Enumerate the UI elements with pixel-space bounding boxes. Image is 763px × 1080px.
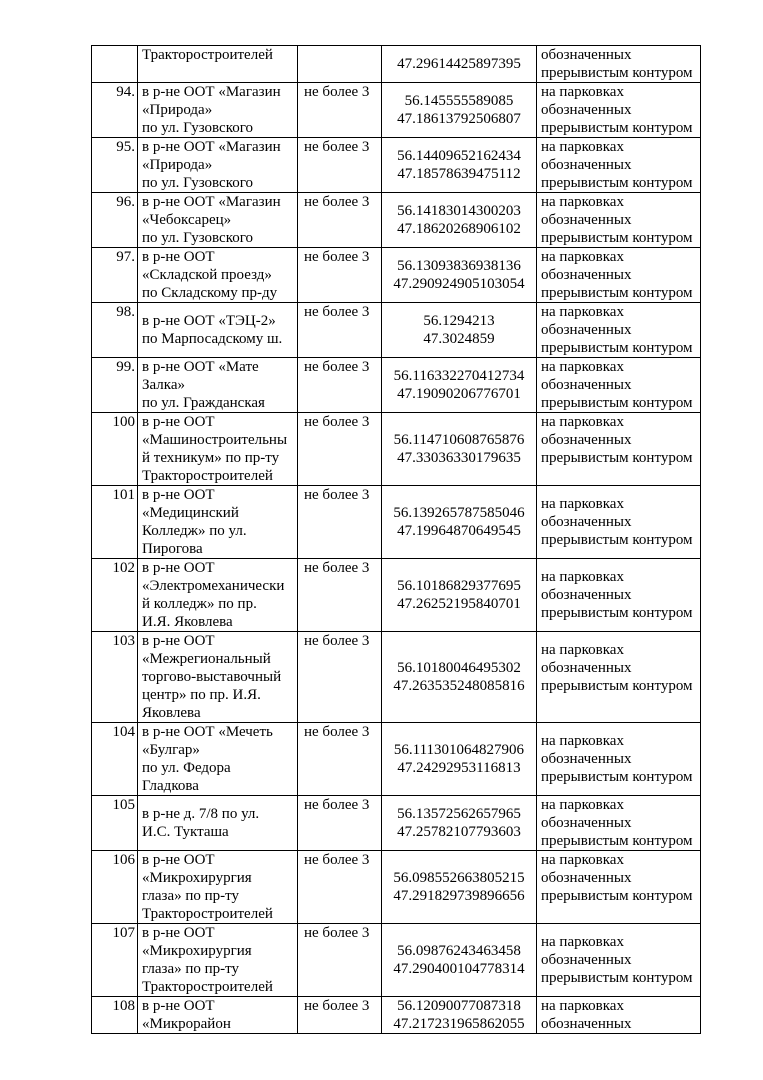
location-cell: в р-не д. 7/8 по ул. И.С. Тукташа (138, 796, 298, 851)
note-cell: на парковках обозначенных прерывистым контуром (537, 559, 701, 632)
note-cell: на парковках обозначенных прерывистым контуром (537, 851, 701, 924)
row-number: 101 (92, 486, 138, 559)
coordinates-cell: 56.14409652162434 47.18578639475112 (382, 138, 537, 193)
row-number: 108 (92, 997, 138, 1034)
limit-cell: не более 3 (298, 303, 382, 358)
coordinates-cell: 56.12090077087318 47.217231965862055 (382, 997, 537, 1034)
location-cell: в р-не ООТ «Мечеть «Булгар» по ул. Федора Гладкова (138, 723, 298, 796)
limit-cell: не более 3 (298, 559, 382, 632)
coordinates-cell: 56.116332270412734 47.19090206776701 (382, 358, 537, 413)
table-row (92, 924, 701, 997)
table-row (92, 632, 701, 723)
location-cell: в р-не ООТ «Машиностроительны й техникум» по пр-ту Тракторостроителей (138, 413, 298, 486)
table-row (92, 46, 701, 83)
row-number: 95. (92, 138, 138, 193)
coordinates-cell: 56.09876243463458 47.290400104778314 (382, 924, 537, 997)
note-cell: на парковках обозначенных прерывистым контуром (537, 138, 701, 193)
table-row (92, 138, 701, 193)
coordinates-cell: 56.098552663805215 47.291829739896656 (382, 851, 537, 924)
location-cell: Тракторостроителей (138, 46, 298, 83)
limit-cell: не более 3 (298, 632, 382, 723)
table-body (92, 46, 701, 1034)
limit-cell: не более 3 (298, 796, 382, 851)
coordinates-cell: 56.145555589085 47.18613792506807 (382, 83, 537, 138)
table-row (92, 723, 701, 796)
table-row (92, 248, 701, 303)
limit-cell: не более 3 (298, 193, 382, 248)
limit-cell: не более 3 (298, 83, 382, 138)
table-row (92, 796, 701, 851)
note-cell: обозначенных прерывистым контуром (537, 46, 701, 83)
row-number: 104 (92, 723, 138, 796)
location-cell: в р-не ООТ «Мате Залка» по ул. Гражданская (138, 358, 298, 413)
row-number: 106 (92, 851, 138, 924)
row-number: 103 (92, 632, 138, 723)
note-cell: на парковках обозначенных (537, 997, 701, 1034)
limit-cell: не более 3 (298, 358, 382, 413)
row-number: 105 (92, 796, 138, 851)
coordinates-cell: 56.111301064827906 47.24292953116813 (382, 723, 537, 796)
coordinates-cell: 47.29614425897395 (382, 46, 537, 83)
limit-cell: не более 3 (298, 851, 382, 924)
location-cell: в р-не ООТ «ТЭЦ-2» по Марпосадскому ш. (138, 303, 298, 358)
note-cell: на парковках обозначенных прерывистым контуром (537, 723, 701, 796)
row-number: 98. (92, 303, 138, 358)
row-number: 99. (92, 358, 138, 413)
coordinates-cell: 56.14183014300203 47.18620268906102 (382, 193, 537, 248)
row-number: 107 (92, 924, 138, 997)
limit-cell: не более 3 (298, 413, 382, 486)
row-number: 100 (92, 413, 138, 486)
coordinates-cell: 56.139265787585046 47.19964870649545 (382, 486, 537, 559)
table-row (92, 997, 701, 1034)
table-row (92, 358, 701, 413)
parking-locations-table (91, 45, 701, 1034)
note-cell: на парковках обозначенных прерывистым контуром (537, 358, 701, 413)
location-cell: в р-не ООТ «Электромеханически й колледж» по пр. И.Я. Яковлева (138, 559, 298, 632)
coordinates-cell: 56.13572562657965 47.25782107793603 (382, 796, 537, 851)
limit-cell (298, 46, 382, 83)
row-number: 97. (92, 248, 138, 303)
limit-cell: не более 3 (298, 997, 382, 1034)
table-row (92, 303, 701, 358)
row-number: 102 (92, 559, 138, 632)
note-cell: на парковках обозначенных прерывистым контуром (537, 924, 701, 997)
limit-cell: не более 3 (298, 486, 382, 559)
limit-cell: не более 3 (298, 924, 382, 997)
coordinates-cell: 56.10180046495302 47.263535248085816 (382, 632, 537, 723)
row-number: 96. (92, 193, 138, 248)
location-cell: в р-не ООТ «Магазин «Чебоксарец» по ул. Гузовского (138, 193, 298, 248)
row-number: 94. (92, 83, 138, 138)
location-cell: в р-не ООТ «Микрохирургия глаза» по пр-ту Тракторостроителей (138, 851, 298, 924)
table-row (92, 486, 701, 559)
location-cell: в р-не ООТ «Микрохирургия глаза» по пр-ту Тракторостроителей (138, 924, 298, 997)
coordinates-cell: 56.1294213 47.3024859 (382, 303, 537, 358)
table-row (92, 83, 701, 138)
note-cell: на парковках обозначенных прерывистым контуром (537, 193, 701, 248)
table-row (92, 413, 701, 486)
limit-cell: не более 3 (298, 138, 382, 193)
row-number (92, 46, 138, 83)
location-cell: в р-не ООТ «Магазин «Природа» по ул. Гузовского (138, 138, 298, 193)
note-cell: на парковках обозначенных прерывистым контуром (537, 303, 701, 358)
note-cell: на парковках обозначенных прерывистым контуром (537, 486, 701, 559)
location-cell: в р-не ООТ «Медицинский Колледж» по ул. Пирогова (138, 486, 298, 559)
note-cell: на парковках обозначенных прерывистым контуром (537, 413, 701, 486)
table-row (92, 559, 701, 632)
location-cell: в р-не ООТ «Магазин «Природа» по ул. Гузовского (138, 83, 298, 138)
coordinates-cell: 56.10186829377695 47.26252195840701 (382, 559, 537, 632)
table-row (92, 851, 701, 924)
coordinates-cell: 56.114710608765876 47.33036330179635 (382, 413, 537, 486)
table-row (92, 193, 701, 248)
note-cell: на парковках обозначенных прерывистым контуром (537, 83, 701, 138)
note-cell: на парковках обозначенных прерывистым контуром (537, 632, 701, 723)
limit-cell: не более 3 (298, 723, 382, 796)
location-cell: в р-не ООТ «Микрорайон (138, 997, 298, 1034)
note-cell: на парковках обозначенных прерывистым контуром (537, 796, 701, 851)
location-cell: в р-не ООТ «Межрегиональный торгово-выставочный центр» по пр. И.Я. Яковлева (138, 632, 298, 723)
location-cell: в р-не ООТ «Складской проезд» по Складскому пр-ду (138, 248, 298, 303)
note-cell: на парковках обозначенных прерывистым контуром (537, 248, 701, 303)
coordinates-cell: 56.13093836938136 47.290924905103054 (382, 248, 537, 303)
limit-cell: не более 3 (298, 248, 382, 303)
